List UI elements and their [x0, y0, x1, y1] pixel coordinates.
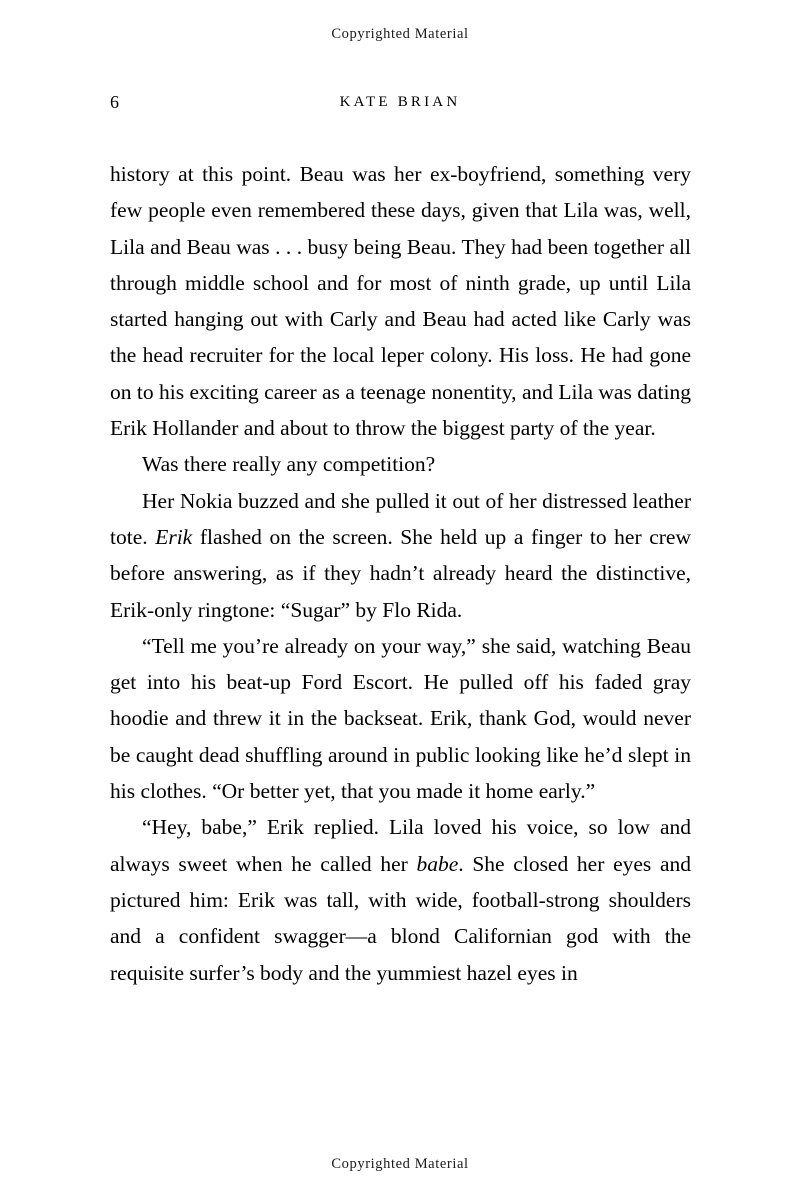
italic-run: babe [416, 851, 459, 876]
paragraph: “Hey, babe,” Erik replied. Lila loved his voice, so low and always sweet when he called her babe. She closed her eyes and pictured him: Erik was tall, with wide, football-strong shoulders and a confident swagger—a blond Californian god with the requisite surfer’s body and the yummiest hazel eyes in [110, 815, 692, 985]
italic-run: Erik [155, 524, 193, 549]
paragraph: history at this point. Beau was her ex-boyfriend, something very few people even remembered these days, given that Lila was, well, Lila and Beau was . . . busy being Beau. They had been together all through middle school and for most of ninth grade, up until Lila started hanging out with Carly and Beau had acted like Carly was the head recruiter for the local leper colony. His loss. He had gone on to his exciting career as a teenage nonentity, and Lila was dating Erik Hollander and about to throw the biggest party of the year. [110, 162, 691, 441]
paragraph: Was there really any competition? [142, 452, 436, 477]
paragraph: Her Nokia buzzed and she pulled it out of her distressed leather tote. Erik flashed on the screen. She held up a finger to her crew before answering, as if they hadn’t already heard the distinctive, Erik-only ringtone: “Sugar” by Flo Rida. [110, 488, 691, 622]
page-number: 6 [110, 92, 119, 112]
copyright-watermark-bottom: Copyrighted Material [331, 1156, 469, 1172]
paragraph: “Tell me you’re already on your way,” she said, watching Beau get into his beat-up Ford Escort. He pulled off his faded gray hoodie and threw it in the backseat. Erik, thank God, would never be caught dead shuffling around in public looking like he’d slept in his clothes. “Or better yet, that you made it home early.” [110, 633, 691, 804]
body-text [110, 156, 691, 991]
author-running-head: KATE BRIAN [339, 94, 461, 110]
running-head [110, 92, 690, 114]
copyright-watermark-top: Copyrighted Material [331, 26, 469, 42]
